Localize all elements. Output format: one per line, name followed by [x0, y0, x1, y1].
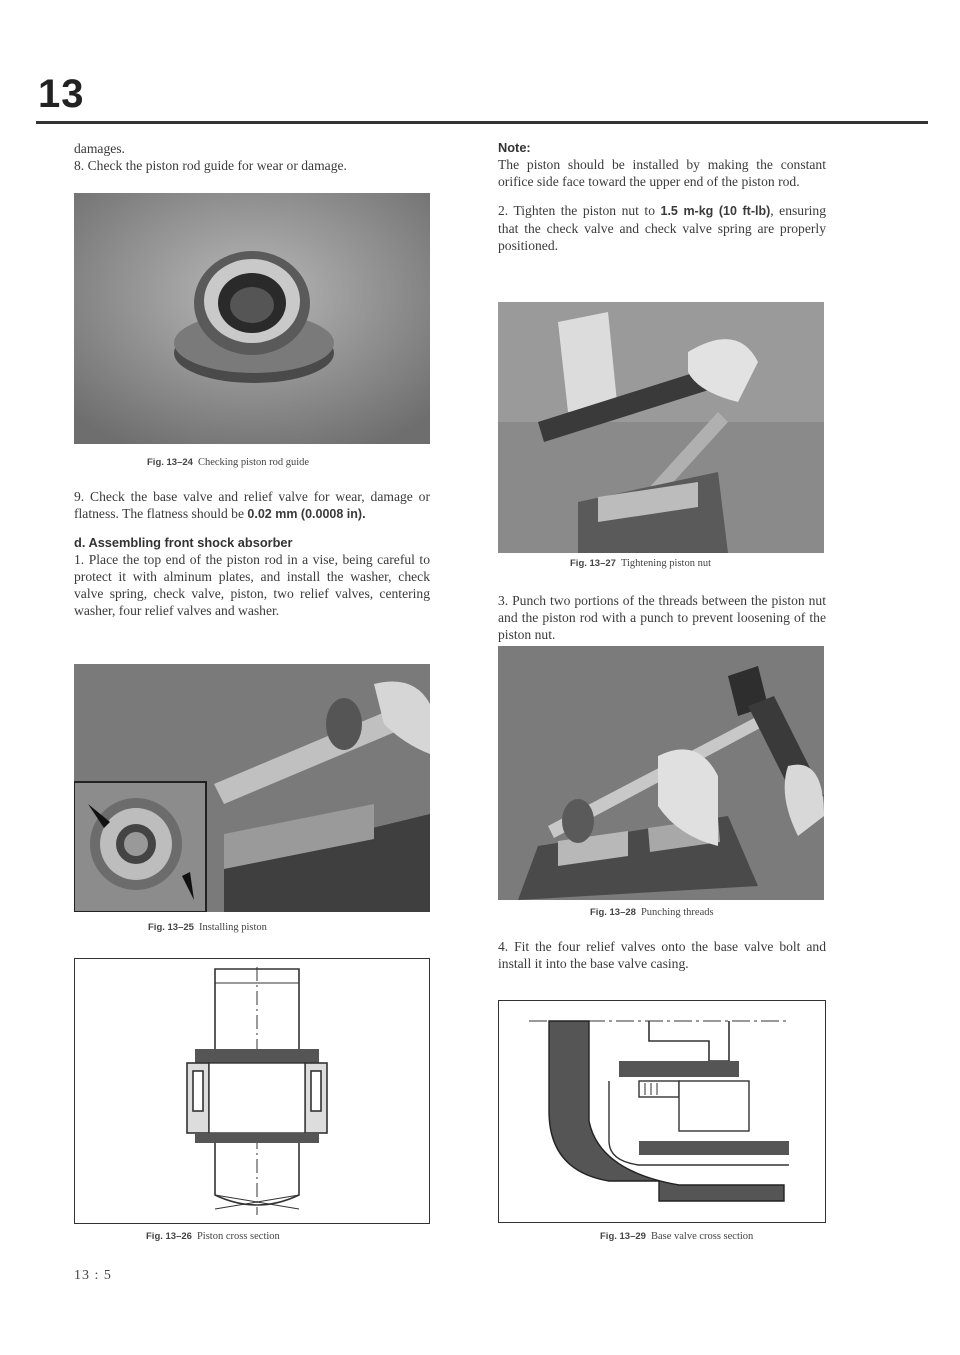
fig-13-28-number: Fig. 13–28: [590, 907, 636, 918]
text-item-2-a: 2. Tighten the piston nut to: [498, 203, 661, 218]
fig-13-24-caption: [147, 457, 309, 468]
text-item-9-value: 0.02 mm (0.0008 in).: [247, 507, 366, 521]
header-rule: [36, 121, 928, 124]
text-damages: damages.: [74, 141, 125, 156]
section-heading-assembling: d. Assembling front shock absorber: [74, 535, 293, 550]
fig-13-27-number: Fig. 13–27: [570, 558, 616, 569]
right-text-top: [498, 140, 826, 254]
fig-13-25-caption: [148, 922, 267, 933]
text-item-4: 4. Fit the four relief valves onto the base valve bolt and install it into the base valve casing.: [498, 939, 826, 971]
text-item-1: 1. Place the top end of the piston rod in a vise, being careful to protect it with alminum plates, and install the washer, check valve spring, check valve, piston, two relief valves, centering washer, four relief valves and washer.: [74, 552, 430, 618]
fig-13-29-number: Fig. 13–29: [600, 1231, 646, 1242]
fig-13-27-text: Tightening piston nut: [620, 558, 711, 569]
chapter-number: 13: [38, 72, 85, 116]
fig-13-26-caption: [146, 1231, 280, 1242]
page-number: 13 : 5: [74, 1268, 112, 1283]
text-item-9-body: 9. Check the base valve and relief valve for wear, damage or flatness. The flatness should be: [74, 489, 430, 521]
fig-13-28-text: Punching threads: [640, 907, 714, 918]
fig-13-29-diagram: [498, 1000, 826, 1223]
text-item-9: [74, 488, 430, 523]
text-item-2: [498, 202, 826, 254]
fig-13-25-photo: [74, 664, 430, 912]
fig-13-28-caption: [590, 907, 714, 918]
fig-13-25-number: Fig. 13–25: [148, 922, 194, 933]
note-label: Note:: [498, 140, 531, 155]
fig-13-26-text: Piston cross section: [196, 1231, 280, 1242]
fig-13-26-number: Fig. 13–26: [146, 1231, 192, 1242]
fig-13-24-photo: [74, 193, 430, 444]
fig-13-25-text: Installing piston: [198, 922, 267, 933]
right-text-mid: [498, 592, 826, 643]
fig-13-27-photo: [498, 302, 824, 553]
fig-13-24-number: Fig. 13–24: [147, 457, 193, 468]
left-text-mid: [74, 488, 430, 619]
fig-13-29-text: Base valve cross section: [650, 1231, 754, 1242]
note-text: The piston should be installed by making the constant orifice side face toward the upper end of the piston rod.: [498, 157, 826, 189]
text-item-2-value: 1.5 m-kg (10 ft-lb): [660, 204, 771, 218]
fig-13-27-caption: [570, 558, 711, 569]
text-item-8: 8. Check the piston rod guide for wear or damage.: [74, 158, 347, 173]
fig-13-24-text: Checking piston rod guide: [197, 457, 310, 468]
right-text-bottom: [498, 938, 826, 972]
fig-13-28-photo: [498, 646, 824, 900]
text-item-3: 3. Punch two portions of the threads between the piston nut and the piston rod with a punch to prevent loosening of the piston nut.: [498, 593, 826, 642]
text-item-2-b: , ensuring that the check valve and check valve spring are properly positioned.: [498, 203, 826, 253]
fig-13-29-caption: [600, 1231, 753, 1242]
fig-13-26-diagram: [74, 958, 430, 1224]
left-text-top: [74, 140, 430, 174]
